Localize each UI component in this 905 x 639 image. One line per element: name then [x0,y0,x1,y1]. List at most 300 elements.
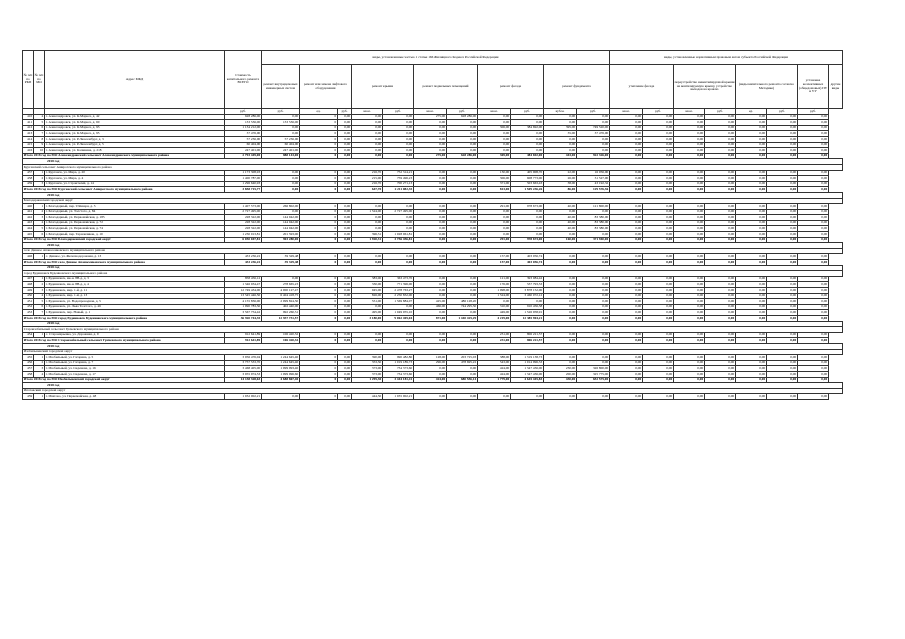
year-label: 2018 год [23,243,843,249]
value-cell: 0,00 [447,204,478,210]
value-cell: 0,00 [643,371,674,377]
value-cell: 402 440,00 [262,304,300,310]
value-cell: 231,00 [478,338,511,344]
value-cell: 0,00 [610,220,643,226]
value-cell: 0,00 [736,332,767,338]
value-cell: 0 [300,131,338,137]
section-label: Благодарненский городской округ [23,198,843,204]
value-cell: 0,00 [544,338,577,344]
unit-cell: руб. [262,109,300,115]
value-cell: 16 056,00 [577,170,610,176]
value-cell: 0,00 [447,215,478,221]
row-no-mo: 1 [34,170,45,176]
value-cell: 0 [300,366,338,372]
value-cell: 0,00 [478,299,511,305]
value-cell: 0,00 [577,232,610,238]
value-cell: 0,00 [414,254,447,260]
value-cell: 0,00 [767,136,798,142]
value-cell: 216,70 [352,170,383,176]
value-cell: 433 236,22 [225,260,262,266]
row-no-rkp: 440 [23,204,34,210]
value-cell: 0,00 [447,276,478,282]
row-no-rkp: 446 [23,254,34,260]
value-cell: 1 099 993,40 [262,366,300,372]
value-cell: 0,00 [736,254,767,260]
value-cell: 0,00 [705,371,736,377]
value-cell: 275,00 [414,153,447,159]
unit-cell: руб. [798,109,829,115]
value-cell: 6 050 047,81 [225,237,262,243]
value-cell: 0,00 [674,237,705,243]
row-no-mo: 3 [34,215,45,221]
value-cell: 0,00 [383,220,414,226]
value-cell: 0,00 [767,315,798,321]
value-cell: 230,00 [544,366,577,372]
value-cell: 978 673,00 [511,237,544,243]
value-cell: 1 347 436,00 [511,371,544,377]
value-cell: 0,00 [610,170,643,176]
value-cell: 0,00 [674,332,705,338]
value-cell: 0,00 [736,282,767,288]
row-address: г. Буденновск, ул. Льва Толстого, д. 46 [45,304,225,310]
value-cell: 0,00 [414,338,447,344]
value-cell: 0,00 [798,148,829,154]
value-cell: 57 236,00 [225,136,262,142]
value-cell: 0,00 [643,226,674,232]
value-cell: 0,00 [544,355,577,361]
value-cell: 4 000 127,47 [262,288,300,294]
value-cell: 9 062 405,04 [383,315,414,321]
value-cell: 0,00 [674,360,705,366]
value-cell: 0,00 [447,288,478,294]
value-cell: 0,00 [674,120,705,126]
total-label: Итого 2018 год по МО Благодарненский городской округ [23,237,225,243]
value-cell: 0,00 [338,304,352,310]
value-cell: 0,00 [352,226,383,232]
unit-cell: куб.м. [544,109,577,115]
value-cell: 0,00 [736,377,767,383]
value-cell: 0,00 [736,360,767,366]
value-cell: 0,00 [705,282,736,288]
value-cell: 0,00 [478,142,511,148]
value-cell: 0,00 [736,131,767,137]
value-cell: 0,00 [478,220,511,226]
value-cell: 0,00 [767,131,798,137]
value-cell: 0,00 [705,120,736,126]
value-cell: 0,00 [338,176,352,182]
value-cell: 35,00 [544,131,577,137]
value-cell: 0,00 [383,131,414,137]
value-cell: 0,00 [674,232,705,238]
value-cell: 0,00 [767,260,798,266]
value-cell: 0,00 [577,136,610,142]
row-address: г. Александровск, ул. Р.Люксембург, д. 3 [45,136,225,142]
value-cell: 0,00 [705,288,736,294]
value-cell: 0,00 [383,204,414,210]
value-cell: 0,00 [674,254,705,260]
value-cell: 0 [300,136,338,142]
row-no-mo: 6 [34,232,45,238]
value-cell: 0,00 [674,136,705,142]
value-cell: 371 940,00 [577,237,610,243]
value-cell: 0,00 [643,332,674,338]
value-cell: 0,00 [705,338,736,344]
value-cell: 0 [300,220,338,226]
value-cell: 0,00 [577,209,610,215]
value-cell: 0,00 [447,394,478,400]
value-cell: 0,00 [643,360,674,366]
value-cell: 912 641,89 [225,338,262,344]
row-no-mo: 1 [34,276,45,282]
value-cell: 945,00 [352,288,383,294]
value-cell: 0 [300,371,338,377]
value-cell: 0,00 [478,114,511,120]
value-cell: 0,00 [643,254,674,260]
value-cell: 306,00 [478,125,511,131]
value-cell: 0,00 [674,204,705,210]
row-address: г. Благодарный, пер. 9 Января, д. 3 [45,204,225,210]
total-label: Итого 2018 год по МО село Дивное Апанасенковского муниципального района [23,260,225,266]
row-no-mo: 8 [34,136,45,142]
row-no-mo: 4 [34,371,45,377]
value-cell: 310,00 [478,304,511,310]
value-cell: 0,00 [511,131,544,137]
value-cell: 0,00 [414,394,447,400]
section-label: Ипатовский городской округ [23,388,843,394]
row-address: г. Благодарный, пер. Терновчиков, д. 10 [45,232,225,238]
value-cell: 0,00 [577,254,610,260]
value-cell: 0,00 [544,332,577,338]
value-cell: 0 [300,215,338,221]
value-cell: 1 347 436,00 [511,366,544,372]
value-cell: 0,00 [262,394,300,400]
value-cell: 0,00 [674,125,705,131]
value-cell: 0,00 [610,209,643,215]
value-cell: 0,00 [643,209,674,215]
value-cell: 0,00 [338,371,352,377]
row-address: г. Курганск, ул. Мира, д. 4 [45,176,225,182]
value-cell: 388,00 [478,355,511,361]
value-cell: 40,00 [544,215,577,221]
row-no-mo: 5 [34,120,45,126]
value-cell: 0,00 [414,288,447,294]
value-cell: 0,00 [447,293,478,299]
row-address: г. Буденновск, мкр. 1-й, д. 13 [45,293,225,299]
value-cell: 4 155 836,00 [225,299,262,305]
value-cell: 0,00 [511,394,544,400]
value-cell: 486 128,20 [447,299,478,305]
value-cell: 0,00 [383,120,414,126]
row-no-rkp: 416 [23,148,34,154]
value-cell: 0,00 [478,232,511,238]
row-no-rkp: 449 [23,288,34,294]
value-cell: 0,00 [338,187,352,193]
row-no-mo: 4 [34,114,45,120]
value-cell: 0,00 [674,187,705,193]
value-cell: 0,00 [767,310,798,316]
row-no-mo: 7 [34,131,45,137]
value-cell: 647,70 [352,187,383,193]
value-cell: 0,00 [767,237,798,243]
value-cell: 157,00 [478,260,511,266]
value-cell: 0,00 [705,366,736,372]
value-cell: 0,00 [447,282,478,288]
value-cell: 0,00 [643,304,674,310]
year-label: 2018 год [23,192,843,198]
value-cell: 628 286,00 [225,114,262,120]
value-cell: 3 955 974,53 [225,371,262,377]
value-cell: 0,00 [414,232,447,238]
row-no-mo: 1 [34,204,45,210]
value-cell: 0,00 [705,315,736,321]
value-cell: 0,00 [610,187,643,193]
value-cell: 0,00 [383,332,414,338]
value-cell: 922 326,00 [577,153,610,159]
row-no-mo: 4 [34,293,45,299]
value-cell: 0 [300,288,338,294]
value-cell: 0,00 [610,142,643,148]
row-no-rkp: 458 [23,371,34,377]
row-address: г. Курганск, ул. Мира, д. 20 [45,170,225,176]
value-cell: 700 271,13 [383,181,414,187]
value-cell: 2 211 082,35 [383,187,414,193]
value-cell: 0,00 [511,114,544,120]
value-cell: 0,00 [383,153,414,159]
value-cell: 0,00 [767,120,798,126]
value-cell: 0,00 [705,299,736,305]
value-cell: 0,00 [414,276,447,282]
value-cell: 0,00 [414,148,447,154]
value-cell: 0,00 [352,304,383,310]
value-cell: 12 385 904,21 [511,315,544,321]
value-cell: 291,00 [478,237,511,243]
value-cell: 0,00 [643,181,674,187]
value-cell: 0,00 [705,304,736,310]
value-cell: 484 692,00 [511,153,544,159]
value-cell: 0,00 [338,142,352,148]
value-cell: 405 908,70 [511,170,544,176]
row-address: г. Александровск, ул. К.Маркса, д. 42 [45,114,225,120]
value-cell: 813,00 [478,187,511,193]
row-address: г. Буденновск, мк-н. 8В-д, д. 4 [45,282,225,288]
row-address: с. Старомарьевка, ул. Дорожная, д. 9 [45,332,225,338]
unit-cell: ед. [300,109,338,115]
value-cell: 0,00 [767,148,798,154]
value-cell: 0,00 [674,153,705,159]
value-cell: 0,00 [338,260,352,266]
value-cell: 0,00 [511,220,544,226]
row-no-rkp: 414 [23,136,34,142]
value-cell: 0,00 [577,315,610,321]
value-cell: 0,00 [447,338,478,344]
value-cell: 0,00 [383,125,414,131]
value-cell: 0,00 [736,237,767,243]
value-cell: 0,00 [798,371,829,377]
value-cell: 201 593,00 [262,232,300,238]
value-cell: 0,00 [674,176,705,182]
value-cell: 2 727 495,00 [383,209,414,215]
sub-header-insulation: утепление фасада [610,65,674,109]
unit-cell: руб. [767,109,798,115]
row-address: г. Буденновск, мкр. 1-й, д. 11 [45,288,225,294]
value-cell: 0,00 [544,304,577,310]
value-cell: 0,00 [798,332,829,338]
value-cell: 871,00 [414,315,447,321]
value-cell: 0,00 [447,148,478,154]
section-label: село Дивное Апанасенковского муниципального района [23,248,843,254]
value-cell: 0 [300,315,338,321]
value-cell: 0,00 [705,204,736,210]
value-cell: 0 [300,276,338,282]
value-cell: 0,00 [643,204,674,210]
row-address: г. Буденновск, мк-н. 8В-д, д. 3 [45,276,225,282]
value-cell: 0,00 [414,209,447,215]
row-address: г. Благодарный, ул. Толстого, д. 84 [45,209,225,215]
value-cell: 0,00 [338,131,352,137]
value-cell: 0,00 [262,181,300,187]
value-cell: 36 920 744,35 [225,315,262,321]
value-cell: 0,00 [447,232,478,238]
value-cell: 0,00 [643,377,674,383]
value-cell: 734 373,60 [383,371,414,377]
value-cell: 0 [300,176,338,182]
value-cell: 1 244 645,40 [262,355,300,361]
value-cell: 0,00 [338,204,352,210]
value-cell: 0,00 [262,176,300,182]
value-cell: 0,00 [414,226,447,232]
sub-header-basement: ремонт подвальных помещений [414,65,478,109]
value-cell: 0,00 [705,215,736,221]
row-no-rkp: 450 [23,293,34,299]
value-cell: 0,00 [383,142,414,148]
value-cell: 60 404,00 [262,142,300,148]
value-cell: 0,00 [767,232,798,238]
value-cell: 0,00 [338,136,352,142]
value-cell: 0,00 [544,260,577,266]
row-address: г. Буденновск, пер. Новый, д. 1 [45,310,225,316]
value-cell: 0,00 [577,260,610,266]
value-cell: 0,00 [610,136,643,142]
value-cell: 0,00 [705,153,736,159]
value-cell: 4 645 445,83 [511,377,544,383]
value-cell: 228 322,00 [225,226,262,232]
value-cell: 0,00 [705,114,736,120]
value-cell: 0,00 [643,355,674,361]
row-no-rkp: 457 [23,366,34,372]
value-cell: 0,00 [338,226,352,232]
unit-cell: ед. [736,109,767,115]
value-cell: 3 757 533,70 [225,360,262,366]
value-cell: 2 099 824,30 [262,299,300,305]
value-cell: 1 569 884,07 [383,299,414,305]
value-cell: 57 236,00 [262,136,300,142]
value-cell: 133 536,00 [225,120,262,126]
value-cell: 38,00 [544,181,577,187]
row-address: г. Ипатово, ул. Первомайская, д. 48 [45,394,225,400]
value-cell: 0,00 [643,366,674,372]
section-label: Курганский сельсовет Аширогского муниципального района [23,164,843,170]
value-cell: 0,00 [414,366,447,372]
value-cell: 83 380,00 [577,220,610,226]
value-cell: 0 [300,153,338,159]
value-cell: 0,00 [643,148,674,154]
value-cell: 0,00 [610,131,643,137]
row-no-mo: 2 [34,176,45,182]
value-cell: 1 319 138,73 [511,355,544,361]
value-cell: 0,00 [798,260,829,266]
value-cell: 888 143,00 [262,153,300,159]
value-cell: 128,00 [414,355,447,361]
value-cell: 466,00 [414,304,447,310]
value-cell: 0,00 [674,355,705,361]
value-cell: 992 260,31 [262,310,300,316]
total-label: Итого 2018 год по МО Изобильненский городской округ [23,377,225,383]
row-no-rkp: 444 [23,226,34,232]
year-label: 2018 год [23,383,843,389]
row-address: г. Александровск, ул. К.Маркса, д. 60 [45,120,225,126]
value-cell: 0,00 [705,136,736,142]
value-cell: 0 [300,187,338,193]
value-cell: 0,00 [338,220,352,226]
value-cell: 83 380,00 [577,215,610,221]
row-no-mo: 10 [34,148,45,154]
value-cell: 478 695,22 [447,360,478,366]
value-cell: 0,00 [414,237,447,243]
value-cell: 910 456,38 [511,304,544,310]
value-cell: 0,00 [352,260,383,266]
value-cell: 216,70 [352,181,383,187]
value-cell: 0,00 [798,377,829,383]
value-cell: 0,00 [447,220,478,226]
value-cell: 0,00 [643,220,674,226]
value-cell: 0,00 [338,170,352,176]
value-cell: 0,00 [414,181,447,187]
value-cell: 291,00 [478,204,511,210]
value-cell: 0,00 [610,215,643,221]
value-cell: 0,00 [736,338,767,344]
value-cell: 0,00 [414,142,447,148]
value-cell: 0,00 [705,276,736,282]
row-no-mo: 5 [34,226,45,232]
value-cell: 0,00 [736,226,767,232]
value-cell: 3 180,00 [352,315,383,321]
value-cell: 0,00 [705,293,736,299]
value-cell: 0,00 [643,120,674,126]
value-cell: 4 219,00 [478,315,511,321]
value-cell: 0,00 [262,209,300,215]
value-cell: 0,00 [643,282,674,288]
value-cell: 0,00 [577,288,610,294]
value-cell: 0,00 [262,114,300,120]
value-cell: 296,00 [414,360,447,366]
value-cell: 0,00 [577,338,610,344]
section-label: Изобильненский городской округ [23,349,843,355]
value-cell: 0,00 [610,293,643,299]
value-cell: 1 998,00 [478,288,511,294]
value-cell: 369,00 [478,153,511,159]
unit-cell: руб. [643,109,674,115]
sub-header-engineering: ремонт внутридомовых инженерных систем [262,65,300,109]
value-cell: 0,00 [544,209,577,215]
value-cell: 0,00 [610,176,643,182]
value-cell: 0,00 [798,310,829,316]
value-cell: 0,00 [736,232,767,238]
value-cell: 0,00 [767,371,798,377]
value-cell: 826,00 [352,293,383,299]
sub-header-roof-conversion: переустройство невентилируемой крыши на вентилируемую крышу, устройство выходов на кровлю [674,65,736,109]
value-cell: 0,00 [610,226,643,232]
unit-cell: руб. [447,109,478,115]
